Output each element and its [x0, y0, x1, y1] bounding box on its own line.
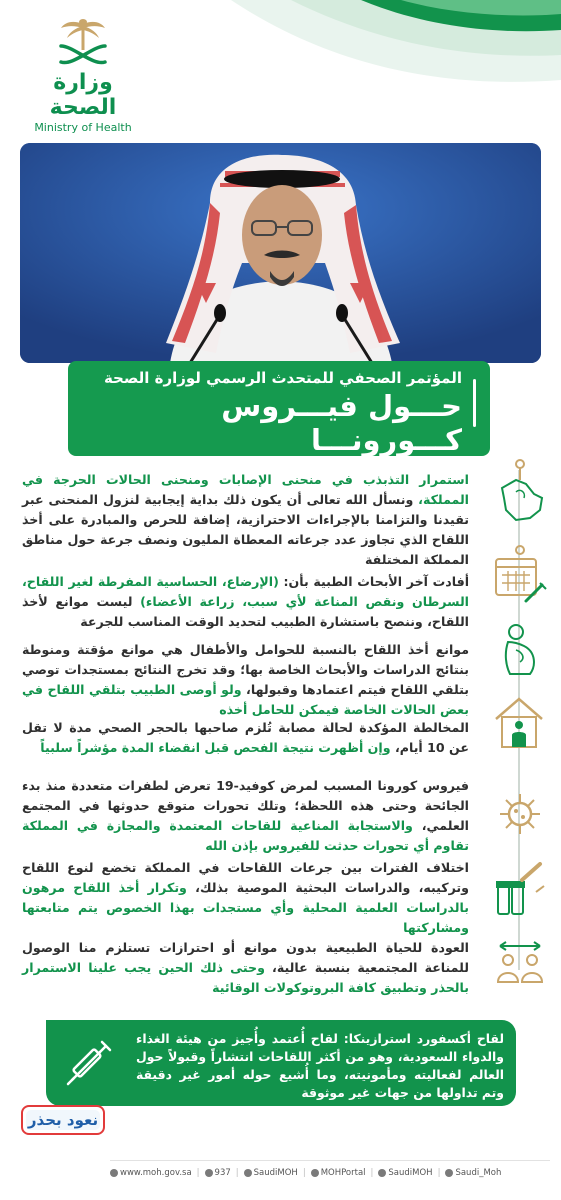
palm-swords-icon	[53, 16, 113, 68]
footer-instagram[interactable]	[378, 1168, 432, 1178]
banner-accent-line	[473, 379, 476, 427]
paragraph-2	[22, 572, 469, 632]
paragraph-5-text: فيروس كورونا المسبب لمرض كوفيد-19 تعرض لطفرات متعددة منذ بدء الجائحة وحتى هذه اللحظة؛ وتلك تحورات متوقع حدوثها في المجتمع العلمي،	[22, 778, 470, 833]
paragraph-7	[22, 938, 469, 998]
date-hijri: 25 رجب 1442 هـ.	[267, 462, 356, 475]
footer-contacts	[110, 1168, 550, 1178]
footer-website[interactable]	[110, 1168, 192, 1178]
paragraph-3-text: موانع أخذ اللقاح بالنسبة للحوامل والأطفال هي موانع مؤقتة ومنوطة بنتائج الدراسات والأبحاث الخاصة بها؛ وقد تخرج النتائج بمستجدات توصي بتلقي اللقاح فيتم اعتمادها وقبولها،	[22, 642, 469, 697]
footer-sep-2: |	[235, 1168, 239, 1178]
logo-name-en: Ministry of Health	[34, 121, 132, 134]
oxford-vaccine-card	[46, 1020, 516, 1106]
paragraph-7-text: العودة للحياة الطبيعية بدون موانع أو احترازات تستلزم منا الوصول للمناعة المجتمعية بنسبة عالية،	[22, 940, 469, 975]
spokesperson-photo	[20, 143, 541, 363]
pregnant-woman-icon	[496, 622, 544, 676]
instagram-text: SaudiMOH	[388, 1168, 433, 1178]
footer-sep-4: |	[370, 1168, 374, 1178]
naood-bihadhar-badge	[20, 1103, 106, 1137]
logo-name-ar: وزارة الصحة	[49, 70, 117, 120]
paragraph-2-text-b: ليست موانع لأخذ اللقاح، وننصح باستشارة الطبيب لتحديد الوقت المناسب للجرعة	[22, 594, 469, 629]
vials-syringe-icon	[492, 862, 548, 920]
paragraph-1-highlight: استمرار التذبذب في منحنى الإصابات ومنحنى الحالات الحرجة في المملكة،	[22, 472, 470, 507]
paragraph-4-text: المخالطة المؤكدة لحالة مصابة تُلزم صاحبها بالحجر الصحي مدة لا تقل عن 10 أيام،	[22, 720, 469, 755]
header-decoration	[171, 0, 561, 110]
website-text: www.moh.gov.sa	[120, 1168, 192, 1178]
banner-title: حـــول فيـــروس كـــورونـــا	[221, 389, 462, 457]
paragraph-6-highlight: وتكرار أخذ اللقاح مرهون بالدراسات العلمية المحلية وأي مستجدات بهذا الخصوص يتم متابعتها ومشاركتها	[22, 880, 469, 935]
twitter-icon	[244, 1169, 252, 1177]
youtube-text: MOHPortal	[320, 1168, 366, 1178]
paragraph-7-highlight: وحتى ذلك الحين يجب علينا الاستمرار بالحذر وتطبيق كافة البروتوكولات الوقائية	[22, 960, 469, 995]
paragraph-5-highlight: والاستجابة المناعية للقاحات المعتمدة والمجازة في المملكة تقاوم أي تحورات حدثت للفيروس بإذن الله	[22, 818, 469, 853]
saudi-map-icon	[490, 458, 548, 526]
footer-sep-1: |	[196, 1168, 200, 1178]
paragraph-3-highlight: ولو أوصى الطبيب بتلقي اللقاح في بعض الحالات الخاصة فيمكن للحامل أخذه	[22, 682, 469, 717]
footer-sep-3: |	[302, 1168, 306, 1178]
footer-youtube[interactable]	[311, 1168, 366, 1178]
phone-icon	[205, 1169, 213, 1177]
title-banner	[68, 361, 490, 475]
footer-phone[interactable]	[205, 1168, 231, 1178]
spokesperson-figure	[20, 143, 541, 363]
oxford-vaccine-text: لقاح أكسفورد استرازينكا: لقاح أُعتمد وأُجيز من هيئة الغذاء والدواء السعودية، وهو من أكثر اللقاحات انتشاراً وقبولاً حول العالم لفعاليته ومأمونيته، وما أُشيع حوله أمور غير دقيقة وتم تداولها من جهات غير موثوقة	[136, 1031, 504, 1100]
date-separator: I	[366, 462, 371, 475]
banner-subtitle: المؤتمر الصحفي للمتحدث الرسمي لوزارة الصحة	[103, 369, 462, 387]
paragraph-1	[22, 470, 469, 570]
paragraph-6-text: اختلاف الفترات بين جرعات اللقاحات في المملكة تخضع لنوع اللقاح وتركيبه، والدراسات البحثية الموصية بذلك،	[22, 860, 469, 895]
paragraph-1-text: ونسأل الله تعالى أن يكون ذلك بداية إيجابية لنزول المنحنى عبر تقيدنا والتزامنا بالإجراءات الاحترازية، إضافة للحرص والمبادرة على أخذ اللقاح الذي تجاوز عدد جرعاته المعطاة المليون ونصف جرعة حول مناطق المملكة المختلفة	[22, 492, 469, 567]
date-gregorian: 9 مارس 2021 م	[381, 462, 462, 475]
syringe-icon	[62, 1034, 118, 1090]
home-quarantine-icon	[490, 693, 548, 751]
paragraph-4-highlight: وإن أظهرت نتيجة الفحص قبل انقضاء المدة مؤشراً سلبياً	[40, 740, 391, 755]
moh-logo	[18, 16, 148, 134]
phone-text: 937	[214, 1168, 231, 1178]
paragraph-2-text-a: أفادت آخر الأبحاث الطبية بأن:	[278, 574, 470, 589]
badge-label: نعود بحذر	[27, 1111, 99, 1129]
social-distance-icon	[492, 940, 548, 986]
paragraph-4	[22, 718, 469, 758]
paragraph-3	[22, 640, 469, 720]
snapchat-text: Saudi_Moh	[455, 1168, 502, 1178]
paragraph-2-highlight: (الإرضاع، الحساسية المفرطة لغير اللقاح، السرطان ونقص المناعة لأي سبب، زراعة الأعضاء)	[22, 574, 469, 609]
footer-twitter[interactable]	[244, 1168, 298, 1178]
youtube-icon	[311, 1169, 319, 1177]
footer-divider	[110, 1160, 550, 1161]
paragraph-5	[22, 776, 469, 856]
footer-snapchat[interactable]	[445, 1168, 501, 1178]
globe-icon	[110, 1169, 118, 1177]
paragraph-6	[22, 858, 469, 938]
footer-sep-5: |	[437, 1168, 441, 1178]
instagram-icon	[378, 1169, 386, 1177]
twitter-text: SaudiMOH	[253, 1168, 298, 1178]
calendar-syringe-icon	[490, 545, 548, 605]
virus-icon	[496, 790, 544, 838]
snapchat-icon	[445, 1169, 453, 1177]
